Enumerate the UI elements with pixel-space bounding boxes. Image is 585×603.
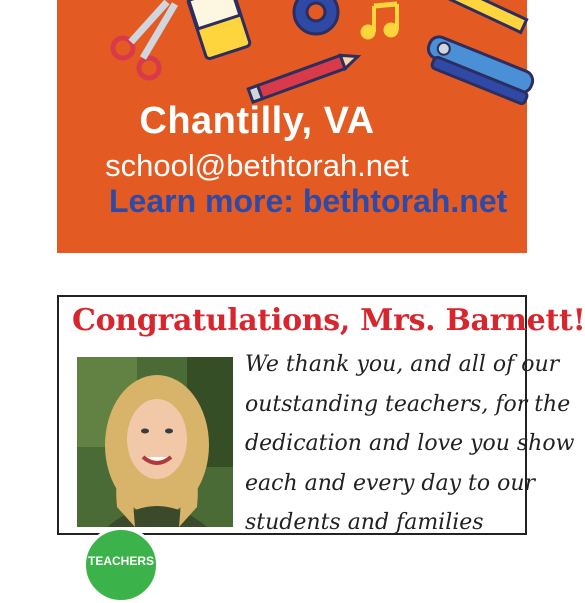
stapler-icon [422, 34, 536, 105]
email-link[interactable]: school@bethtorah.net [105, 148, 409, 183]
pencil-icon [448, 0, 526, 32]
tape-roll-icon [294, 0, 338, 34]
message-line: each and every day to our [245, 470, 536, 496]
school-ad-banner [57, 0, 527, 253]
location-text: Chantilly, VA [139, 100, 375, 142]
learn-more-link[interactable]: Learn more: bethtorah.net [109, 183, 508, 219]
message-line: dedication and love you show [245, 431, 575, 456]
scissors-icon [113, 2, 175, 78]
message-line: outstanding teachers, for the [245, 391, 571, 417]
teachers-badge [83, 527, 159, 603]
school-supplies-illustration [57, 0, 527, 110]
music-notes-icon [361, 4, 398, 39]
message-line: We thank you, and all of our [245, 352, 560, 377]
teachers-badge-label: TEACHERS [87, 554, 154, 568]
pencil-icon [248, 50, 360, 102]
glue-stick-icon [187, 0, 251, 60]
congratulations-title: Congratulations, Mrs. Barnett! [72, 303, 585, 338]
congratulations-ad [57, 295, 585, 568]
thank-you-message [245, 345, 575, 543]
teacher-portrait [77, 357, 233, 527]
teacher-photo [77, 357, 233, 568]
message-line: students and families [245, 510, 484, 535]
